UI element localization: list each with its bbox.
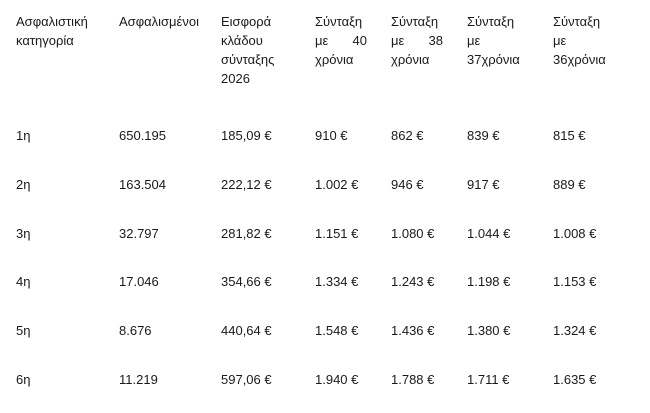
cell-pension-37: 839 €	[467, 128, 500, 143]
cell-pension-38: 1.436 €	[391, 323, 435, 338]
cell-pension-37: 1.044 €	[467, 226, 511, 241]
table-row	[0, 370, 650, 390]
cell-pension-37: 1.198 €	[467, 274, 511, 289]
cell-category: 3η	[16, 226, 31, 241]
cell-insured: 8.676	[119, 323, 152, 338]
cell-pension-40: 1.151 €	[315, 226, 359, 241]
cell-insured: 163.504	[119, 177, 166, 192]
cell-pension-40: 1.548 €	[315, 323, 359, 338]
cell-pension-38: 946 €	[391, 177, 424, 192]
cell-pension-36: 1.324 €	[553, 323, 597, 338]
cell-contribution: 222,12 €	[221, 177, 272, 192]
cell-pension-37: 1.380 €	[467, 323, 511, 338]
cell-contribution: 185,09 €	[221, 128, 272, 143]
cell-contribution: 281,82 €	[221, 226, 272, 241]
cell-category: 6η	[16, 372, 31, 387]
header-insurance-category: Ασφαλιστική κατηγορία	[16, 14, 88, 48]
header-contribution-2026: Εισφορά κλάδου σύνταξης 2026	[221, 14, 275, 86]
cell-contribution: 440,64 €	[221, 323, 272, 338]
header-pension-40-years: Σύνταξη με 40 χρόνια	[315, 14, 367, 67]
cell-pension-38: 1.243 €	[391, 274, 435, 289]
cell-category: 1η	[16, 128, 31, 143]
header-pension-37-years: Σύνταξη με 37χρόνια	[467, 14, 520, 67]
cell-pension-37: 1.711 €	[467, 372, 510, 387]
cell-pension-40: 1.334 €	[315, 274, 359, 289]
cell-contribution: 354,66 €	[221, 274, 272, 289]
table-row	[0, 126, 650, 146]
cell-insured: 650.195	[119, 128, 166, 143]
cell-category: 2η	[16, 177, 31, 192]
table-row	[0, 224, 650, 244]
cell-pension-36: 1.153 €	[553, 274, 597, 289]
cell-insured: 32.797	[119, 226, 159, 241]
cell-pension-40: 1.002 €	[315, 177, 359, 192]
cell-pension-36: 815 €	[553, 128, 586, 143]
cell-category: 4η	[16, 274, 31, 289]
table-row	[0, 272, 650, 292]
cell-pension-38: 1.788 €	[391, 372, 435, 387]
cell-pension-36: 1.635 €	[553, 372, 597, 387]
cell-pension-36: 889 €	[553, 177, 586, 192]
cell-insured: 11.219	[119, 372, 158, 387]
cell-pension-38: 1.080 €	[391, 226, 435, 241]
cell-pension-40: 910 €	[315, 128, 348, 143]
cell-insured: 17.046	[119, 274, 159, 289]
cell-pension-38: 862 €	[391, 128, 424, 143]
cell-pension-36: 1.008 €	[553, 226, 597, 241]
header-insured: Ασφαλισμένοι	[119, 14, 199, 29]
cell-pension-37: 917 €	[467, 177, 500, 192]
table-row	[0, 321, 650, 341]
header-pension-38-years: Σύνταξη με 38 χρόνια	[391, 14, 443, 67]
table-row	[0, 175, 650, 195]
cell-contribution: 597,06 €	[221, 372, 272, 387]
header-pension-36-years: Σύνταξη με 36χρόνια	[553, 14, 606, 67]
cell-pension-40: 1.940 €	[315, 372, 359, 387]
cell-category: 5η	[16, 323, 31, 338]
